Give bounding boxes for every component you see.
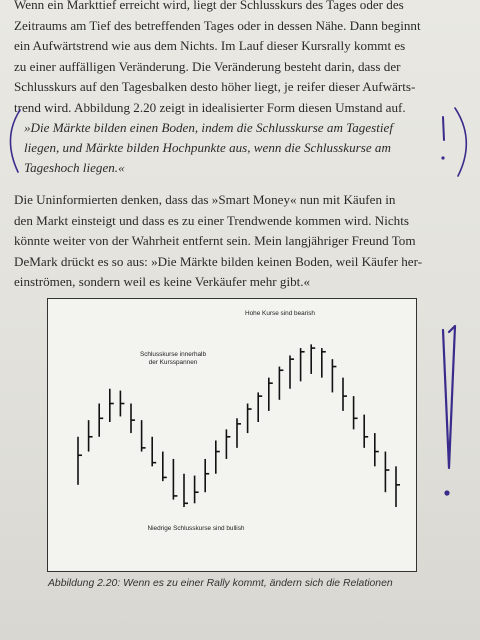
annotation-mid-line2: der Kursspannen <box>148 359 198 366</box>
handwritten-left-parenthesis <box>10 110 20 172</box>
handwritten-right-parenthesis <box>455 108 466 176</box>
handwritten-exclamation-stroke <box>443 117 444 140</box>
annotation-mid-line1: Schlusskurse innerhalb <box>139 351 207 358</box>
figure-caption: Abbildung 2.20: Wenn es zu einer Rally kommt, ändern sich die Relationen <box>48 578 393 589</box>
annotation-bottom: Niedrige Schlusskurse sind bullish <box>147 525 245 532</box>
paragraph-1: Wenn ein Markttief erreicht wird, liegt der Schlusskurs des Tages oder des Zeitraums am Tief des betreffenden Tages oder in dessen Nähe. Dann beginnt ein Aufwärtstrend wie aus dem Nichts. Im Lauf dieser Kursrally kommt es zu einer auffälligen Veränderung. Die Veränderung besteht darin, dass der Schlusskurs auf den Tagesbalken desto höher liegt, je reifer dieser Aufwärts- trend wird. Abbildung 2.20 zeigt in idealisierter Form diesen Umstand auf. <box>14 0 421 115</box>
handwritten-exclamation-dot <box>441 156 444 159</box>
quote-block: »Die Märkte bilden einen Boden, indem die Schlusskurse am Tagestief liegen, und Märkte bilden Hochpunkte aus, wenn die Schlusskurse am Tageshoch liegen.« <box>24 120 393 176</box>
annotation-top: Hohe Kurse sind bearish <box>245 310 315 317</box>
paragraph-2: Die Uninformierten denken, dass das »Smart Money« nun mit Käufen in den Markt einsteigt und dass es zu einer Trendwende kommen wird. Nichts könnte weiter von der Wahrheit entfernt sein. Mein langjähriger Freund Tom DeMark drückt es so aus: »Die Märkte bilden keinen Boden, weil Käufer her- einströmen, sondern weil es keine Verkäufer mehr gibt.« <box>14 192 423 290</box>
handwritten-large-exclamation-stroke <box>443 326 455 468</box>
handwritten-large-exclamation-dot <box>444 490 449 495</box>
